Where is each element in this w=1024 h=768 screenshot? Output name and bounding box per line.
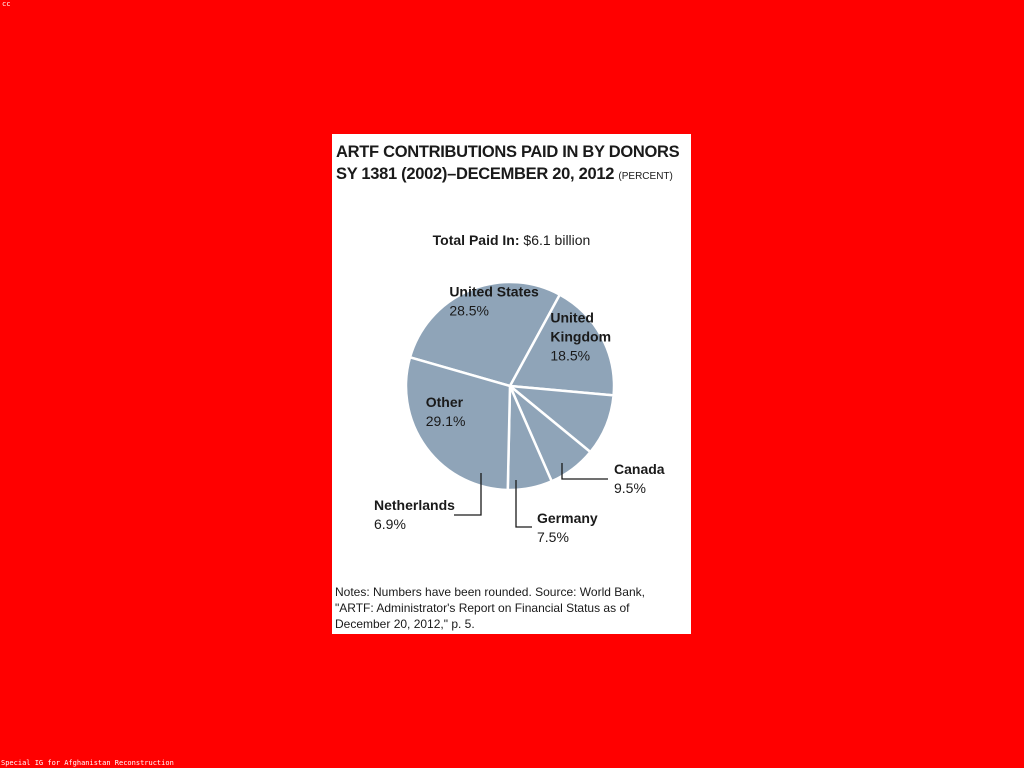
corner-label: cc	[2, 0, 11, 8]
slice-label-name: United	[550, 309, 594, 326]
slice-label-name: United States	[449, 283, 539, 300]
slice-label-name: Netherlands	[374, 497, 455, 513]
slice-label-value: 18.5%	[550, 347, 591, 364]
slice-label-name: Canada	[614, 461, 665, 477]
chart-card	[332, 134, 691, 634]
pie-chart	[332, 134, 691, 579]
total-paid-in-label: Total Paid In:	[432, 232, 520, 248]
slice-label-value: 7.5%	[537, 529, 569, 545]
slice-label-name: Kingdom	[550, 328, 612, 345]
slice-label-value: 9.5%	[614, 480, 646, 496]
slice-label-value: 29.1%	[425, 413, 466, 430]
slice-label-netherlands	[374, 497, 455, 532]
slice-label-canada	[614, 461, 665, 496]
slice-label-name: Other	[425, 394, 464, 411]
slice-label-germany	[537, 510, 598, 545]
slice-label-value: 28.5%	[449, 302, 490, 319]
chart-title-unit: (PERCENT)	[618, 171, 673, 182]
chart-title-line-2-text: SY 1381 (2002)–DECEMBER 20, 2012	[336, 165, 615, 183]
total-paid-in-value: $6.1 billion	[523, 232, 591, 248]
slice-label-value: 6.9%	[374, 516, 406, 532]
chart-notes: Notes: Numbers have been rounded. Source: World Bank, "ARTF: Administrator's Report on Financial Status as of December 20, 2012," p. 5.	[335, 585, 645, 631]
chart-title-line-1: ARTF CONTRIBUTIONS PAID IN BY DONORS	[336, 143, 680, 161]
footer-credit: Special IG for Afghanistan Reconstruction	[1, 759, 174, 767]
slice-label-name: Germany	[537, 510, 598, 526]
